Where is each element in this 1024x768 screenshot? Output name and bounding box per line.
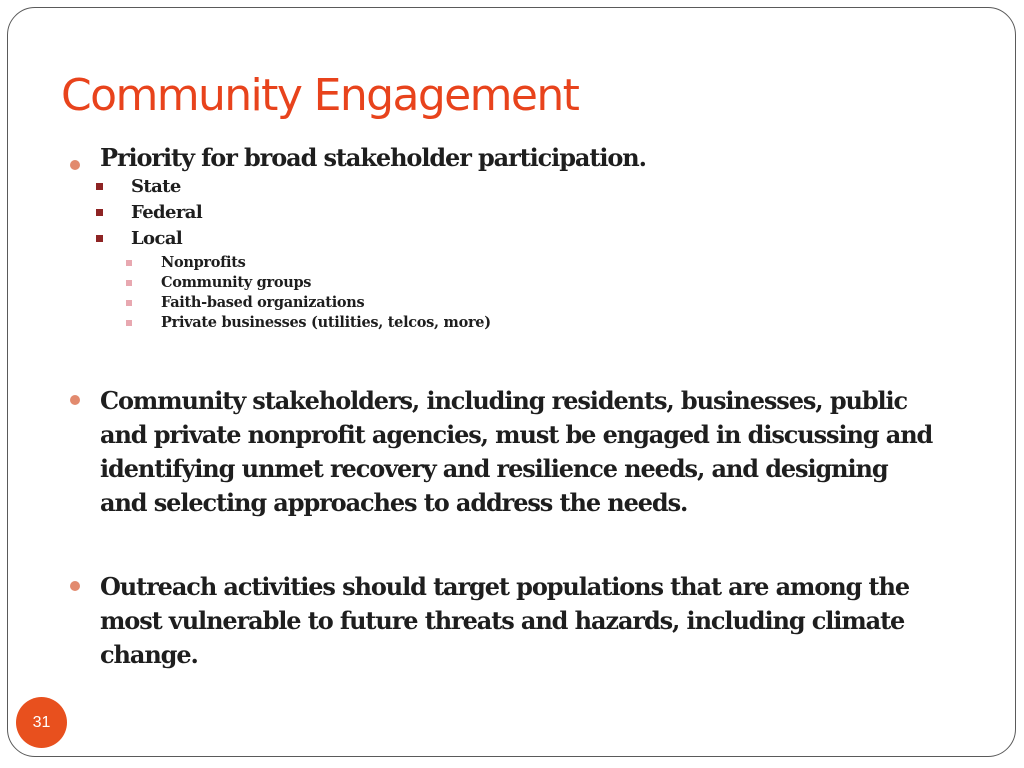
square-bullet-icon — [126, 280, 132, 286]
bullet-stakeholders-line: identifying unmet recovery and resilience needs, and designing — [100, 454, 888, 483]
bullet-outreach-line: most vulnerable to future threats and hazards, including climate — [100, 606, 905, 635]
slide — [7, 7, 1016, 757]
local-item-community-groups: Community groups — [161, 274, 312, 291]
square-bullet-icon — [96, 235, 103, 242]
bullet-priority: Priority for broad stakeholder participation. — [100, 143, 646, 172]
square-bullet-icon — [96, 183, 103, 190]
bullet-outreach-line: change. — [100, 640, 198, 669]
square-bullet-icon — [126, 300, 132, 306]
local-item-private-businesses: Private businesses (utilities, telcos, more) — [161, 314, 491, 331]
sub-item-local: Local — [131, 228, 183, 249]
bullet-stakeholders-line: and selecting approaches to address the needs. — [100, 488, 688, 517]
square-bullet-icon — [126, 320, 132, 326]
local-item-nonprofits: Nonprofits — [161, 254, 246, 271]
square-bullet-icon — [96, 209, 103, 216]
bullet-stakeholders-line: and private nonprofit agencies, must be engaged in discussing and — [100, 420, 933, 449]
local-item-faith-based: Faith-based organizations — [161, 294, 365, 311]
page-number-badge: 31 — [16, 697, 67, 748]
sub-item-state: State — [131, 176, 181, 197]
bullet-dot-icon — [70, 395, 80, 405]
bullet-outreach-line: Outreach activities should target populations that are among the — [100, 572, 910, 601]
sub-item-federal: Federal — [131, 202, 203, 223]
bullet-dot-icon — [70, 581, 80, 591]
slide-title: Community Engagement — [61, 70, 579, 121]
square-bullet-icon — [126, 260, 132, 266]
bullet-dot-icon — [70, 160, 80, 170]
bullet-stakeholders-line: Community stakeholders, including residents, businesses, public — [100, 386, 908, 415]
